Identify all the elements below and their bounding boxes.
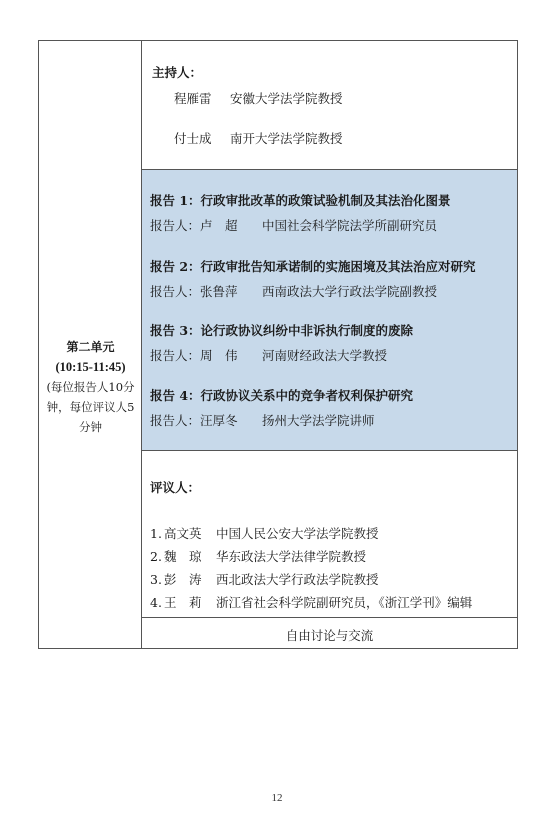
free-discussion-section <box>142 618 517 649</box>
reporter-name: 周 伟 <box>200 348 238 363</box>
discussant-name: 彭 涛 <box>164 572 202 587</box>
reporter-prefix: 报告人： <box>150 284 201 299</box>
discussant-affiliation: 西北政法大学行政法学院教授 <box>216 572 379 587</box>
report-reporter <box>150 216 437 234</box>
reporter-prefix: 报告人： <box>150 413 201 428</box>
page-number: 12 <box>271 792 283 804</box>
report-title: 报告 3：论行政协议纠纷中非诉执行制度的废除 <box>150 323 414 338</box>
reporter-name: 卢 超 <box>200 218 238 233</box>
discussant-number: 3. <box>150 572 162 587</box>
report-reporter <box>150 346 387 364</box>
reporter-affiliation: 中国社会科学院法学所副研究员 <box>262 218 438 233</box>
host-section <box>142 41 517 170</box>
report-title: 报告 1：行政审批改革的政策试验机制及其法治化图景 <box>150 193 451 208</box>
reporter-name: 汪厚冬 <box>200 413 238 428</box>
discussants-label: 评议人： <box>150 480 201 495</box>
discussant-item <box>150 524 379 542</box>
unit-cell <box>39 41 142 648</box>
discussant-affiliation: 浙江省社会科学院副研究员，《浙江学刊》编辑 <box>216 595 473 610</box>
discussant-item <box>150 547 366 565</box>
host-row <box>174 89 343 107</box>
host-name: 付士成 <box>174 131 212 146</box>
unit-block <box>39 337 142 437</box>
reporter-prefix: 报告人： <box>150 348 201 363</box>
discussant-name: 魏 琼 <box>164 549 202 564</box>
reporter-affiliation: 扬州大学法学院讲师 <box>262 413 375 428</box>
schedule-table <box>38 40 518 649</box>
host-affiliation: 南开大学法学院教授 <box>230 131 343 146</box>
report-reporter <box>150 411 375 429</box>
host-name: 程雁雷 <box>174 91 212 106</box>
discussant-number: 1. <box>150 526 162 541</box>
discussant-number: 4. <box>150 595 162 610</box>
discussant-name: 王 莉 <box>164 595 202 610</box>
host-affiliation: 安徽大学法学院教授 <box>230 91 343 106</box>
discussant-item <box>150 570 379 588</box>
reporter-prefix: 报告人： <box>150 218 201 233</box>
report-reporter <box>150 282 437 300</box>
reporter-affiliation: 河南财经政法大学教授 <box>262 348 388 363</box>
reports-section <box>142 170 517 451</box>
unit-note: (每位报告人10分钟，每位评议人5分钟 <box>46 380 135 434</box>
unit-title: 第二单元 <box>66 340 115 354</box>
report-title: 报告 4：行政协议关系中的竞争者权利保护研究 <box>150 388 414 403</box>
discussants-section <box>142 451 517 618</box>
unit-time: (10:15-11:45) <box>55 360 126 374</box>
free-discussion-text: 自由讨论与交流 <box>285 628 374 643</box>
reporter-affiliation: 西南政法大学行政法学院副教授 <box>262 284 438 299</box>
reporter-name: 张鲁萍 <box>200 284 238 299</box>
discussant-affiliation: 华东政法大学法律学院教授 <box>216 549 367 564</box>
host-label: 主持人： <box>152 65 203 80</box>
discussant-name: 高文英 <box>164 526 202 541</box>
discussant-number: 2. <box>150 549 162 564</box>
discussant-affiliation: 中国人民公安大学法学院教授 <box>216 526 379 541</box>
discussant-item <box>150 593 472 611</box>
content-column <box>142 41 517 648</box>
report-title: 报告 2：行政审批告知承诺制的实施困境及其法治应对研究 <box>150 259 476 274</box>
host-row <box>174 129 343 147</box>
